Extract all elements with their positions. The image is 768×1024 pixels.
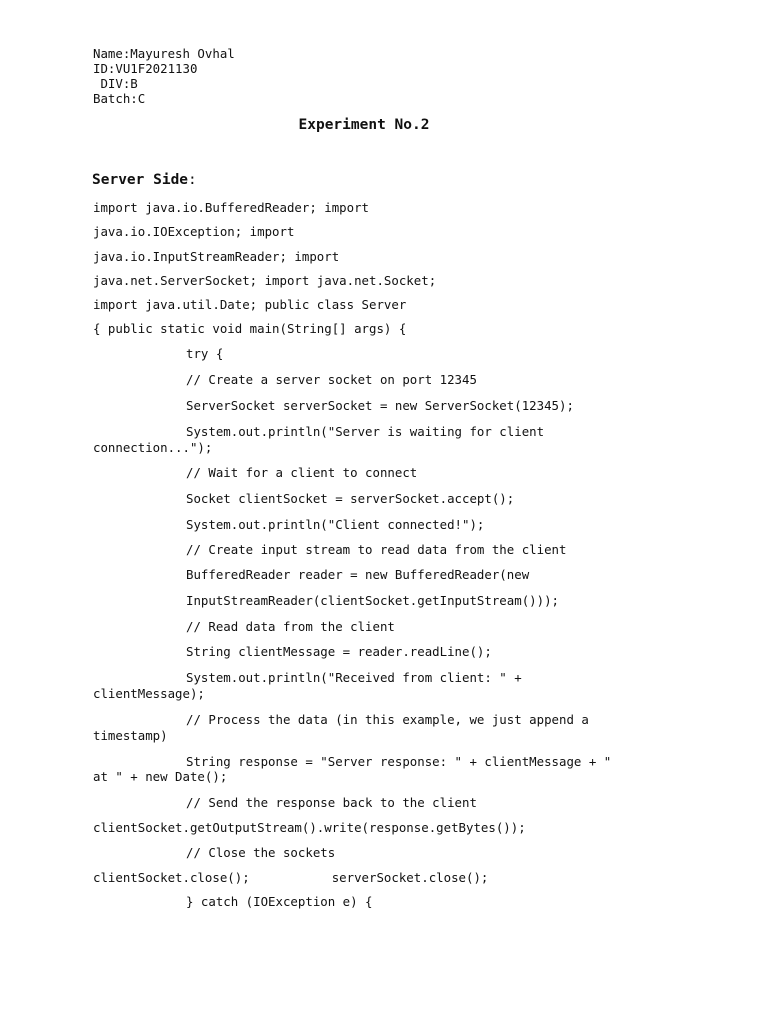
code-line: ServerSocket serverSocket = new ServerSocket(12345); [186,398,574,413]
section-heading [92,172,197,188]
student-id: ID:VU1F2021130 [93,61,198,76]
code-comment: // Close the sockets [186,845,336,860]
page-title: Experiment No.2 [298,117,430,133]
student-div: DIV:B [93,76,138,91]
code-line: String response = "Server response: " + clientMessage + " [186,754,612,769]
code-line: java.io.IOException; import [93,224,295,239]
student-name: Name:Mayuresh Ovhal [93,46,235,61]
code-comment: // Read data from the client [186,619,395,634]
code-line: System.out.println("Server is waiting for client [186,424,545,439]
code-line: try { [186,346,224,361]
code-line-continuation: timestamp) [93,728,168,743]
code-line: InputStreamReader(clientSocket.getInputStream())); [186,593,559,608]
code-line: System.out.println("Received from client: " + [186,670,522,685]
section-heading-colon: : [188,172,197,188]
code-line: clientSocket.getOutputStream().write(response.getBytes()); [93,820,526,835]
code-line: } catch (IOException e) { [186,894,373,909]
code-comment: // Process the data (in this example, we just append a [186,712,589,727]
section-heading-label: Server Side [92,172,189,188]
code-comment: // Create a server socket on port 12345 [186,372,477,387]
code-line-continuation: clientMessage); [93,686,205,701]
code-line: clientSocket.close(); serverSocket.close(); [93,870,489,885]
code-line: import java.io.BufferedReader; import [93,200,370,215]
code-line: Socket clientSocket = serverSocket.accept(); [186,491,515,506]
code-comment: // Send the response back to the client [186,795,477,810]
code-line-continuation: connection..."); [93,440,213,455]
code-line: String clientMessage = reader.readLine(); [186,644,492,659]
code-line: { public static void main(String[] args) { [93,321,407,336]
code-line: BufferedReader reader = new BufferedReader(new [186,567,530,582]
code-line-continuation: at " + new Date(); [93,769,228,784]
student-batch: Batch:C [93,91,146,106]
code-comment: // Wait for a client to connect [186,465,418,480]
code-line: import java.util.Date; public class Server [93,297,407,312]
code-line: System.out.println("Client connected!"); [186,517,485,532]
code-comment: // Create input stream to read data from the client [186,542,567,557]
code-line: java.net.ServerSocket; import java.net.Socket; [93,273,437,288]
code-line: java.io.InputStreamReader; import [93,249,340,264]
